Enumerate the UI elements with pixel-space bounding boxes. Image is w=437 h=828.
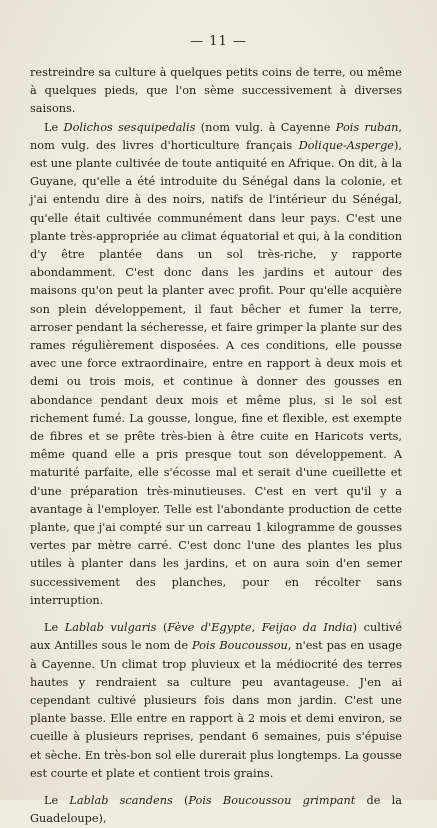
text-run: , nom vulg. des livres d'horticulture français — [30, 120, 402, 152]
paragraph-dolichos — [30, 119, 402, 610]
text-run: Le — [44, 793, 70, 807]
text-run: ( — [156, 621, 168, 635]
paragraph-restreindre — [30, 64, 402, 119]
paragraph-lablab — [30, 619, 402, 783]
italic-term: Feijao da India — [261, 621, 353, 635]
italic-term: Fève d'Egypte — [167, 621, 252, 635]
italic-term: Lablab scandens — [69, 793, 173, 807]
paragraph-lablab-scandens — [30, 792, 402, 828]
italic-term: Lablab vulgaris — [64, 621, 157, 635]
italic-term: Dolichos sesquipedalis — [63, 120, 196, 134]
text-run: , n'est pas en usage à Cayenne. Un climat trop pluvieux et la médiocrité des terres hautes y rendraient sa culture peu avantageuse. J'en ai cependant cultivé plusieurs fois dans mon jardin. C'est une plante basse. Elle entre en rapport à 2 mois et demi environ, se cueille à plusieurs reprises, pendant 6 semaines, puis s'épuise et sèche. En très-bon sol elle durerait plus longtemps. La gousse est courte et plate et contient trois grains. — [30, 639, 402, 780]
italic-term: Pois Boucoussou grimpant — [188, 793, 356, 807]
text-run: ) cultivé aux Antilles sous le nom de — [30, 621, 403, 653]
text-run: (nom vulg. à Cayenne — [195, 120, 336, 134]
text-run: Le — [44, 621, 65, 635]
text-run: ( — [172, 793, 189, 807]
italic-term: Pois ruban — [335, 120, 399, 134]
text-run: ), est une plante cultivée de toute antiquité en Afrique. On dit, à la Guyane, qu'elle a été introduite du Sénégal dans la colonie, et j'ai entendu dire à des noirs, natifs de l'intérieur du Sénégal, qu'elle était cultivée communément dans leur pays. C'est une plante très-appropriée au climat équatorial et qui, à la condition d'y être plantée dans un sol très-riche, y rapporte abondamment. C'est donc dans les jardins et autour des maisons qu'on peut la planter avec profit. Pour qu'elle acquière son plein développement, il faut bêcher et fumer la terre, arroser pendant la sécheresse, et faire grimper la plante sur des rames régulièrement disposées. A ces conditions, elle pousse avec une force extraordinaire, entre en rapport à deux mois et demi ou trois mois, et continue à donner des gousses en abondance pendant deux mois et même plus, si le sol est richement fumé. La gousse, longue, fine et flexible, est exempte de fibres et se prête très-bien à être cuite en Haricots verts, même quand elle a pris presque tout son développement. A maturité parfaite, elle s'écosse mal et serait d'une cueillette et d'une préparation très-minutieuses. C'est en vert qu'il y a avantage à l'employer. Telle est l'abondante production de cette plante, que j'ai compté sur un carreau 1 kilogramme de gousses vertes par mètre carré. C'est donc l'une des plantes les plus utiles à planter dans les jardins, et on aura soin d'en semer successivement des planches, pour en récolter sans interruption. — [30, 138, 402, 607]
text-run: Le — [44, 120, 64, 134]
text-run: de la Guadeloupe), — [30, 793, 402, 826]
text-run: , — [251, 621, 262, 635]
body-text — [30, 64, 402, 828]
italic-term: Pois Boucoussou — [192, 639, 288, 653]
italic-term: Dolique-Asperge — [298, 138, 394, 152]
text-run: restreindre sa culture à quelques petits coins de terre, ou même à quelques pieds, que l'on sème successivement à diverses saisons. — [30, 66, 402, 116]
page-number: — 11 — — [190, 34, 247, 49]
